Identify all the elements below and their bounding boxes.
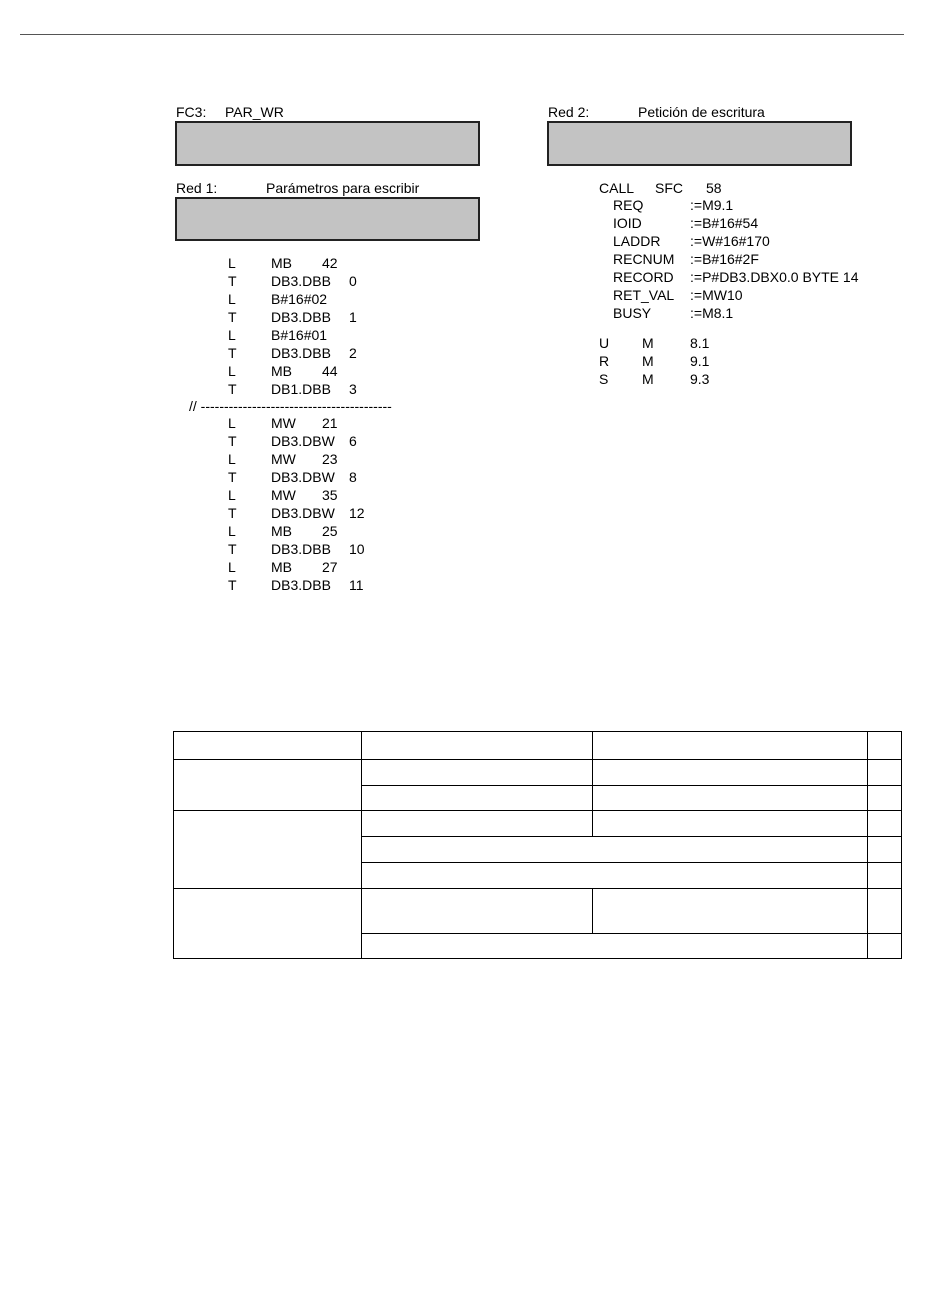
- instr-operand: MW: [271, 451, 296, 467]
- instr-value: 11: [349, 577, 364, 593]
- red2-label: Red 2:: [548, 104, 590, 120]
- instr-value: 42: [322, 255, 338, 271]
- instr-op: T: [228, 433, 237, 449]
- table-row-line: [174, 810, 901, 811]
- table-row-line: [361, 836, 901, 837]
- instr-op: L: [228, 559, 236, 575]
- top-rule: [20, 34, 904, 35]
- instr-operand: DB3.DBW: [271, 469, 335, 485]
- table-row-line: [361, 933, 901, 934]
- table-col-line: [867, 732, 868, 958]
- param-value: :=P#DB3.DBX0.0 BYTE 14: [690, 269, 859, 285]
- param-name: IOID: [613, 215, 642, 231]
- instr-op: L: [228, 523, 236, 539]
- param-name: BUSY: [613, 305, 652, 321]
- fc3-comment-box: [175, 121, 480, 166]
- instr-value: 0: [349, 273, 357, 289]
- instr-op: L: [228, 415, 236, 431]
- instr-op: T: [228, 273, 237, 289]
- instr-operand: MW: [271, 487, 296, 503]
- instr-operand: DB3.DBB: [271, 541, 331, 557]
- instr-op: L: [228, 291, 236, 307]
- code-block-2: [0, 414, 480, 594]
- table-col-line: [592, 732, 593, 836]
- logic-addr: 9.1: [690, 353, 710, 369]
- instr-value: 35: [322, 487, 338, 503]
- instr-operand: DB3.DBB: [271, 345, 331, 361]
- fc3-name: PAR_WR: [225, 104, 284, 120]
- logic-op: S: [599, 371, 609, 387]
- instr-operand: DB3.DBB: [271, 309, 331, 325]
- instr-op: T: [228, 309, 237, 325]
- table-row-line: [361, 785, 901, 786]
- instr-op: L: [228, 255, 236, 271]
- instr-operand: MB: [271, 255, 292, 271]
- instr-op: L: [228, 487, 236, 503]
- table-row-line: [174, 759, 901, 760]
- table-col-line: [361, 732, 362, 958]
- instr-op: L: [228, 327, 236, 343]
- logic-area: M: [642, 353, 654, 369]
- instr-value: 10: [349, 541, 365, 557]
- logic-block: [0, 334, 900, 388]
- logic-addr: 9.3: [690, 371, 710, 387]
- instr-op: T: [228, 345, 237, 361]
- instr-operand: DB3.DBB: [271, 273, 331, 289]
- param-value: :=W#16#170: [690, 233, 770, 249]
- instr-value: 25: [322, 523, 338, 539]
- instr-operand: DB3.DBB: [271, 577, 331, 593]
- instr-value: 8: [349, 469, 357, 485]
- red2-title: Petición de escritura: [638, 104, 765, 120]
- code-separator: // -----------------------------------------: [189, 398, 392, 414]
- param-name: REQ: [613, 197, 644, 213]
- instr-value: 44: [322, 363, 338, 379]
- instr-op: T: [228, 505, 237, 521]
- instr-operand: MW: [271, 415, 296, 431]
- instr-value: 3: [349, 381, 357, 397]
- instr-value: 21: [322, 415, 338, 431]
- param-value: :=B#16#54: [690, 215, 759, 231]
- logic-addr: 8.1: [690, 335, 710, 351]
- instr-operand: DB1.DBB: [271, 381, 331, 397]
- instr-value: 2: [349, 345, 357, 361]
- fc3-label: FC3:: [176, 104, 207, 120]
- instr-op: T: [228, 541, 237, 557]
- param-value: :=M8.1: [690, 305, 734, 321]
- call-keyword: CALL: [599, 180, 635, 196]
- param-name: LADDR: [613, 233, 661, 249]
- param-name: RECORD: [613, 269, 674, 285]
- instr-op: L: [228, 451, 236, 467]
- table-row-line: [174, 888, 901, 889]
- param-value: :=MW10: [690, 287, 743, 303]
- instr-operand: MB: [271, 559, 292, 575]
- param-name: RET_VAL: [613, 287, 675, 303]
- instr-value: 6: [349, 433, 357, 449]
- logic-op: U: [599, 335, 610, 351]
- red1-title: Parámetros para escribir: [266, 180, 420, 196]
- param-value: :=M9.1: [690, 197, 734, 213]
- instr-op: T: [228, 469, 237, 485]
- instr-value: 12: [349, 505, 365, 521]
- instr-value: 23: [322, 451, 338, 467]
- instr-op: L: [228, 363, 236, 379]
- instr-operand: MB: [271, 523, 292, 539]
- instr-op: T: [228, 577, 237, 593]
- instr-value: 1: [349, 309, 357, 325]
- param-name: RECNUM: [613, 251, 675, 267]
- table-col-line: [592, 888, 593, 934]
- instr-operand: MB: [271, 363, 292, 379]
- call-block: SFC: [655, 180, 683, 196]
- logic-op: R: [599, 353, 610, 369]
- instr-value: 27: [322, 559, 338, 575]
- instr-operand: B#16#01: [271, 327, 328, 343]
- red2-comment-box: [547, 121, 852, 166]
- logic-area: M: [642, 335, 654, 351]
- instr-operand: B#16#02: [271, 291, 328, 307]
- param-value: :=B#16#2F: [690, 251, 759, 267]
- call-params: [0, 196, 900, 322]
- empty-table: [173, 731, 902, 959]
- red1-label: Red 1:: [176, 180, 218, 196]
- table-row-line: [361, 862, 901, 863]
- instr-operand: DB3.DBW: [271, 433, 335, 449]
- call-line: [0, 179, 900, 197]
- logic-area: M: [642, 371, 654, 387]
- instr-op: T: [228, 381, 237, 397]
- call-number: 58: [706, 180, 722, 196]
- instr-operand: DB3.DBW: [271, 505, 335, 521]
